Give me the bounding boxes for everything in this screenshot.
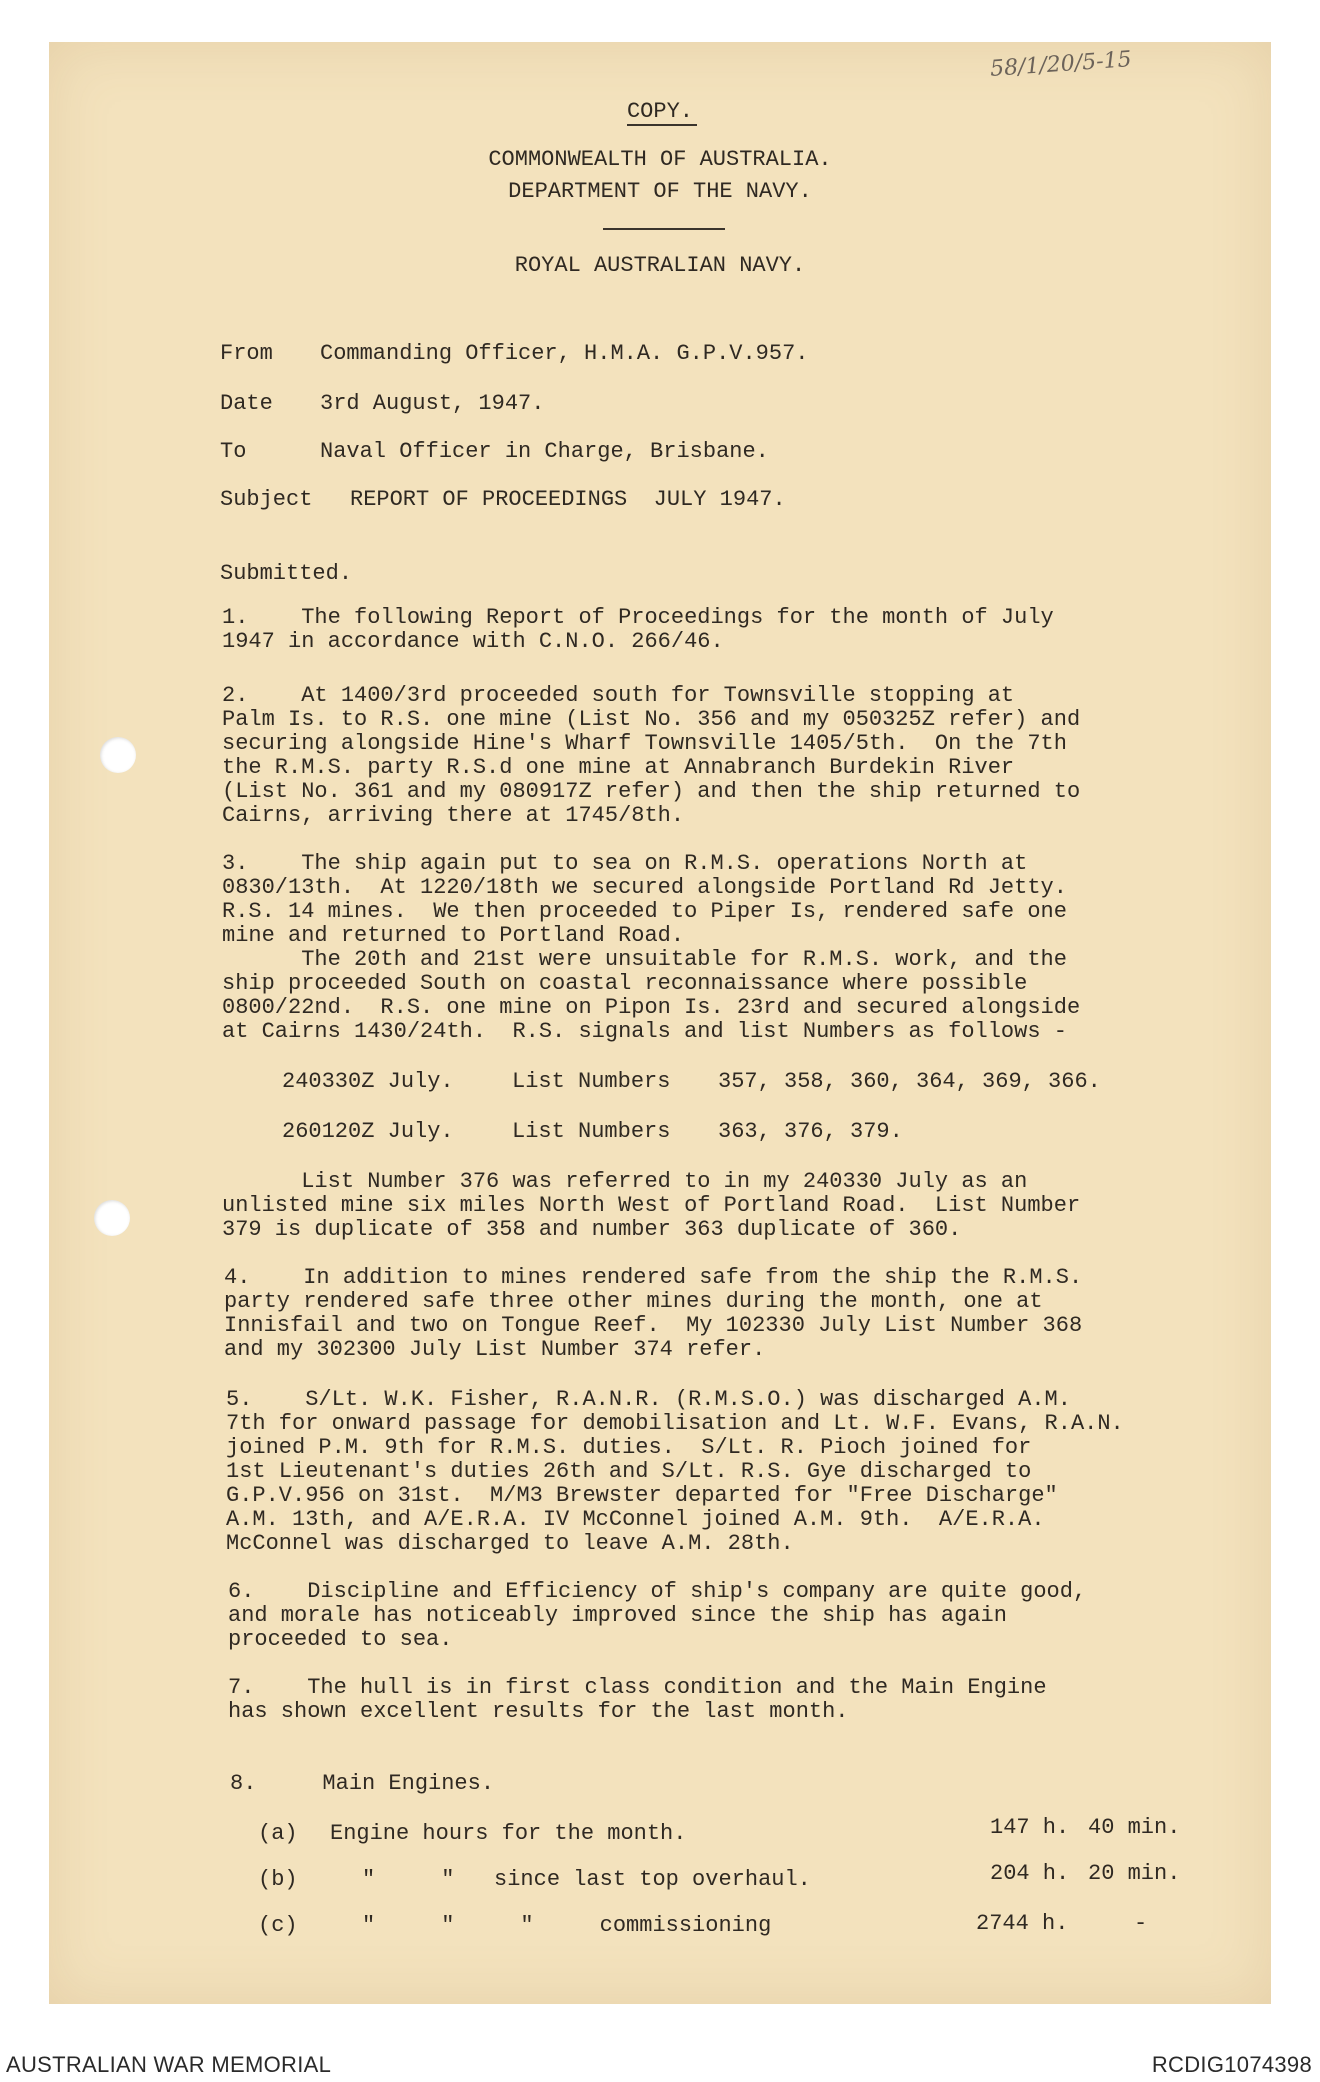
signal-dtg: 260120Z July. (282, 1119, 454, 1144)
para-3-line: The 20th and 21st were unsuitable for R.M.S. work, and the (222, 947, 1067, 972)
subject-value: REPORT OF PROCEEDINGS JULY 1947. (350, 487, 786, 512)
signal-list-label: List Numbers (512, 1119, 671, 1144)
engine-item-desc: " " since last top overhaul. (362, 1867, 811, 1892)
para-4-line: party rendered safe three other mines during the month, one at (224, 1289, 1043, 1314)
engine-item-hours: 204 h. (990, 1861, 1070, 1886)
handwritten-file-reference: 58/1/20/5-15 (989, 47, 1133, 82)
footer-record-id: RCDIG1074398 (1151, 2052, 1312, 2077)
copy-underline (627, 124, 697, 126)
para-7-line: 7. The hull is in first class condition and the Main Engine (228, 1675, 1047, 1700)
para-3-line: 0800/22nd. R.S. one mine on Pipon Is. 23rd and secured alongside (222, 995, 1081, 1020)
para-3-line: ship proceeded South on coastal reconnaissance where possible (222, 971, 1028, 996)
subject-label: Subject (220, 487, 313, 512)
header-commonwealth: COMMONWEALTH OF AUSTRALIA. (488, 147, 832, 172)
signal-list-label: List Numbers (512, 1069, 671, 1094)
to-label: To (220, 439, 247, 464)
from-label: From (220, 341, 273, 366)
para-2-line: Palm Is. to R.S. one mine (List No. 356 and my 050325Z refer) and (222, 707, 1081, 732)
para-4-line: Innisfail and two on Tongue Reef. My 102330 July List Number 368 (224, 1313, 1083, 1338)
para-8-title: 8. Main Engines. (230, 1771, 495, 1796)
from-value: Commanding Officer, H.M.A. G.P.V.957. (320, 341, 809, 366)
submitted-line: Submitted. (220, 561, 353, 586)
para-2-line: (List No. 361 and my 080917Z refer) and then the ship returned to (222, 779, 1081, 804)
para-6-line: proceeded to sea. (228, 1627, 453, 1652)
para-7-line: has shown excellent results for the last month. (228, 1699, 849, 1724)
para-5-line: joined P.M. 9th for R.M.S. duties. S/Lt. R. Pioch joined for (226, 1435, 1032, 1460)
para-5-line: 5. S/Lt. W.K. Fisher, R.A.N.R. (R.M.S.O.) was discharged A.M. (226, 1387, 1071, 1412)
para-3-line: R.S. 14 mines. We then proceeded to Piper Is, rendered safe one (222, 899, 1067, 924)
para-2-line: the R.M.S. party R.S.d one mine at Annabranch Burdekin River (222, 755, 1015, 780)
to-value: Naval Officer in Charge, Brisbane. (320, 439, 769, 464)
para-3-line: at Cairns 1430/24th. R.S. signals and list Numbers as follows - (222, 1019, 1067, 1044)
para-3b-line: List Number 376 was referred to in my 240330 July as an (222, 1169, 1028, 1194)
para-3b-line: unlisted mine six miles North West of Portland Road. List Number (222, 1193, 1081, 1218)
engine-item-label: (a) (258, 1821, 298, 1846)
date-label: Date (220, 391, 273, 416)
para-5-line: 7th for onward passage for demobilisation and Lt. W.F. Evans, R.A.N. (226, 1411, 1124, 1436)
para-4-line: 4. In addition to mines rendered safe from the ship the R.M.S. (224, 1265, 1083, 1290)
header-department: DEPARTMENT OF THE NAVY. (508, 179, 812, 204)
footer-archive-name: AUSTRALIAN WAR MEMORIAL (6, 2052, 332, 2077)
para-4-line: and my 302300 July List Number 374 refer. (224, 1337, 766, 1362)
para-1-line: 1947 in accordance with C.N.O. 266/46. (222, 629, 724, 654)
para-2-line: Cairns, arriving there at 1745/8th. (222, 803, 685, 828)
para-6-line: 6. Discipline and Efficiency of ship's company are quite good, (228, 1579, 1087, 1604)
para-5-line: A.M. 13th, and A/E.R.A. IV McConnel joined A.M. 9th. A/E.R.A. (226, 1507, 1045, 1532)
engine-item-hours: 147 h. (990, 1815, 1070, 1840)
engine-item-mins: 20 min. (1088, 1861, 1181, 1886)
signal-list-numbers: 363, 376, 379. (718, 1119, 903, 1144)
para-1-line: 1. The following Report of Proceedings for the month of July (222, 605, 1054, 630)
engine-item-label: (c) (258, 1913, 298, 1938)
para-5-line: McConnel was discharged to leave A.M. 28th. (226, 1531, 794, 1556)
para-2-line: securing alongside Hine's Wharf Townsville 1405/5th. On the 7th (222, 731, 1067, 756)
para-3-line: mine and returned to Portland Road. (222, 923, 685, 948)
para-3-line: 0830/13th. At 1220/18th we secured alongside Portland Rd Jetty. (222, 875, 1067, 900)
punch-hole (100, 737, 136, 773)
para-2-line: 2. At 1400/3rd proceeded south for Townsville stopping at (222, 683, 1015, 708)
engine-item-mins: - (1134, 1911, 1148, 1936)
engine-item-hours: 2744 h. (976, 1911, 1069, 1936)
para-3b-line: 379 is duplicate of 358 and number 363 duplicate of 360. (222, 1217, 962, 1242)
engine-item-label: (b) (258, 1867, 298, 1892)
header-ran: ROYAL AUSTRALIAN NAVY. (514, 253, 806, 278)
engine-item-mins: 40 min. (1088, 1815, 1181, 1840)
para-6-line: and morale has noticeably improved since the ship has again (228, 1603, 1007, 1628)
engine-item-desc: Engine hours for the month. (330, 1821, 687, 1846)
punch-hole (94, 1200, 130, 1236)
para-3-line: 3. The ship again put to sea on R.M.S. operations North at (222, 851, 1028, 876)
signal-list-numbers: 357, 358, 360, 364, 369, 366. (718, 1069, 1101, 1094)
signal-dtg: 240330Z July. (282, 1069, 454, 1094)
engine-item-desc: " " " commissioning (362, 1913, 772, 1938)
para-5-line: 1st Lieutenant's duties 26th and S/Lt. R.S. Gye discharged to (226, 1459, 1032, 1484)
para-5-line: G.P.V.956 on 31st. M/M3 Brewster departed for "Free Discharge" (226, 1483, 1058, 1508)
copy-heading: COPY. (626, 99, 693, 124)
date-value: 3rd August, 1947. (320, 391, 545, 416)
header-divider (603, 228, 725, 230)
